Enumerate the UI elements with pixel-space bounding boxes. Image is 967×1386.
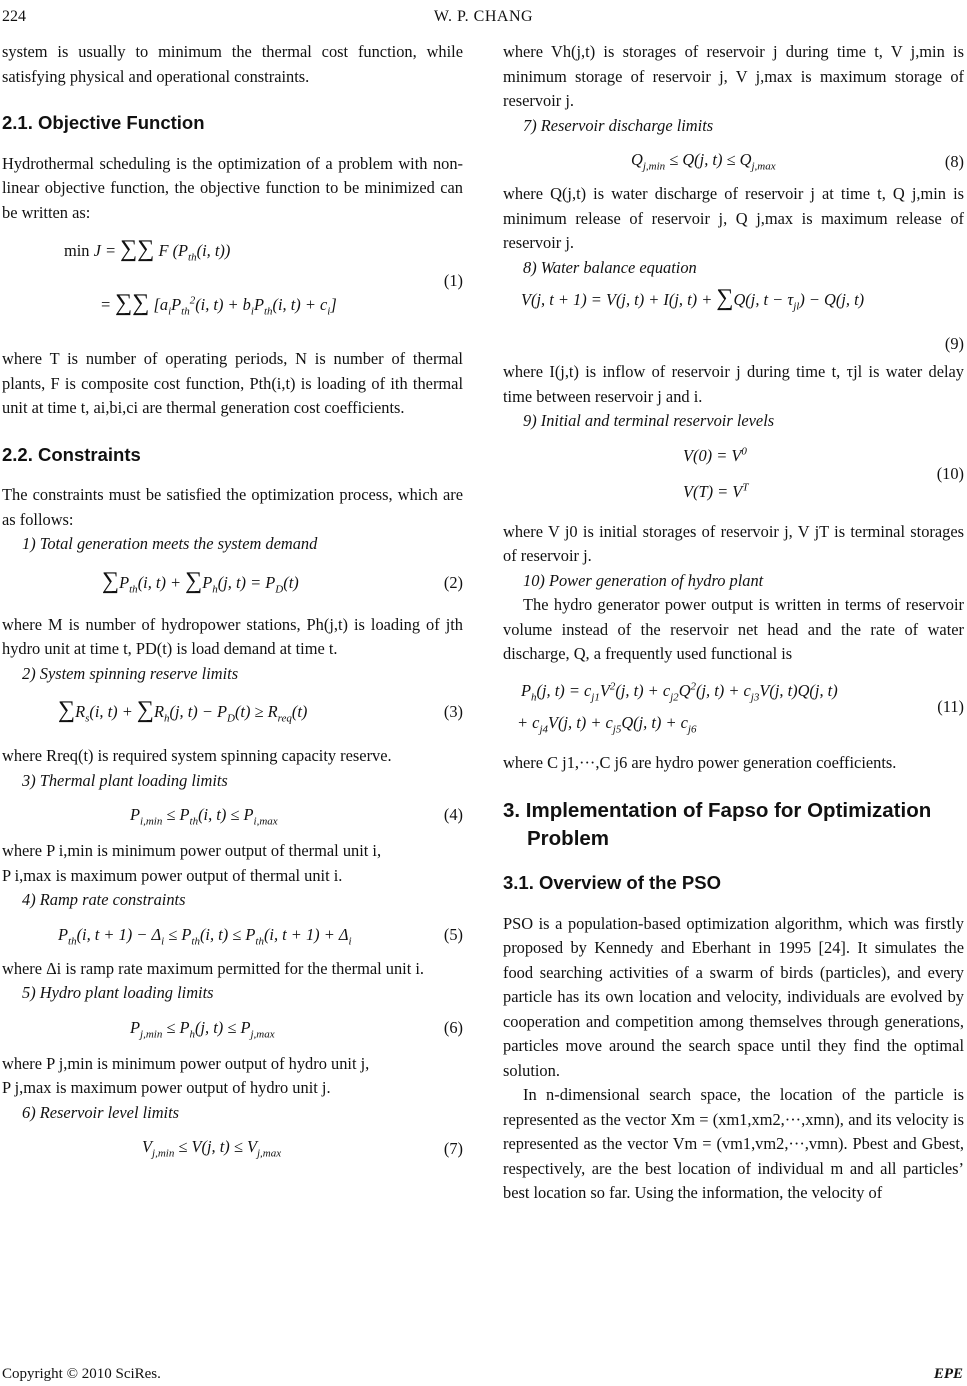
right-column (503, 40, 964, 1206)
paragraph-eq10-where: where V j0 is initial storages of reservoir j, V jT is terminal storages of reservoir j. (503, 521, 964, 565)
running-head: W. P. CHANG (433, 8, 534, 25)
equation-10-number: (10) (936, 463, 964, 483)
equation-5-number: (5) (443, 924, 463, 944)
paragraph-eq9-where: where I(j,t) is inflow of reservoir j during time t, τjl is water delay time between reservoir j and i. (503, 362, 964, 406)
equation-7: $V_{j,min} \le V(j$, $t) \le V_{j,max}$ (7) (2, 1125, 463, 1171)
paragraph-eq6-where-b: P j,max is maximum power output of hydro unit j. (2, 1078, 331, 1097)
constraint-6-title: 6) Reservoir level limits (22, 1102, 180, 1122)
equation-10: $V(0) = V^0$ $V(T) = V^T$ (10) (683, 445, 964, 501)
equation-1-number: (1) (443, 271, 463, 290)
constraint-8-title: 8) Water balance equation (523, 257, 697, 277)
page-header (0, 8, 967, 30)
section-heading-3-line-2: Problem (527, 827, 610, 850)
paragraph-eq5-where: where Δi is ramp rate maximum permitted for the thermal unit i. (2, 958, 425, 978)
paragraph-objective: Hydrothermal scheduling is the optimization of a problem with non-linear objective function, the objective function to be minimized can be written as: (2, 153, 463, 222)
left-column (2, 40, 463, 1171)
equation-4: $P_{i,min} \le P_{th}(i$, $t) \le P_{i,max}$ (4) (130, 805, 463, 828)
paragraph-eq3-where: where Rreq(t) is required system spinning capacity reserve. (2, 746, 392, 765)
equation-4-number: (4) (443, 805, 463, 824)
paragraph-eq1-where: where T is number of operating periods, N is number of thermal plants, F is composite cost function, Pth(i,t) is loading of ith thermal unit at time t, ai,bi,ci are thermal generation cost coefficients. (2, 349, 463, 417)
equation-11: $P_h(j$, $t) = c_{j1}V^2(j$, $t) + c_{j2}Q^2(j$, $t) + c_{j3}V(j$, t)Q(j, t) + $c_{j4}V(j$, $t) + c_{j5}Q(j$, $t) + c_{j6}$ (11) (517, 680, 964, 735)
equation-8-number: (8) (944, 152, 964, 171)
paragraph-eq7-where: where Vh(j,t) is storages of reservoir j during time t, V j,min is minimum storage of reservoir j, V j,max is maximum storage of reservoir j. (503, 42, 964, 110)
constraint-9-title: 9) Initial and terminal reservoir levels (523, 411, 775, 430)
equation-6-number: (6) (443, 1017, 463, 1037)
equation-1-line-1: min J = ∑∑ F ($P_{th}(i$, t)) (64, 236, 231, 264)
equation-7-number: (7) (443, 1139, 463, 1158)
equation-3-number: (3) (443, 702, 463, 721)
page-number: 224 (2, 8, 26, 25)
constraint-4-title: 4) Ramp rate constraints (22, 890, 186, 909)
section-heading-3 (503, 797, 964, 853)
paragraph-intro: system is usually to minimum the thermal cost function, while satisfying physical and operational constraints. (2, 42, 463, 86)
constraint-10-title: 10) Power generation of hydro plant (523, 570, 764, 590)
constraint-3-title: 3) Thermal plant loading limits (22, 770, 228, 790)
constraint-5-title: 5) Hydro plant loading limits (22, 983, 214, 1002)
equation-3: $\sum R_s(i$, $t) + \sum R_h(j$, $t) - P_D(t) \ge R_{req}(t)$ (3) (58, 697, 463, 725)
equation-2: $\sum P_{th}(i$, $t) + \sum P_h(j$, $t) = P_D(t)$ (2) (102, 567, 463, 595)
paragraph-pso-overview: PSO is a population-based optimization algorithm, which was firstly proposed by Kennedy and Eberhant in 1995 [24]. It simulates the food searching activities of a swarm of birds (particles), and every particle has its own location and velocity, individuals are evolved by cooperation and competition among themselves through generations, particles move around the search space until they find the optimal solution. (503, 913, 964, 1080)
constraint-1-title: 1) Total generation meets the system demand (22, 534, 318, 553)
section-heading-3-line-1: 3. Implementation of Fapso for Optimization (503, 799, 932, 822)
constraint-7-title: 7) Reservoir discharge limits (523, 115, 714, 135)
paragraph-hydro-output: The hydro generator power output is written in terms of reservoir volume instead of the reservoir net head and the rate of water discharge, Q, a frequently used functional is (503, 595, 964, 663)
equation-2-number: (2) (443, 572, 463, 592)
equation-8: $Q_{j,min} \le Q(j$, $t) \le Q_{j,max}$ (8) (503, 138, 964, 182)
equation-9: V(j, t + 1) = V(j, t) + I(j, t) + ∑Q(j, $t - \tau_{jl}) - Q(j$, t) (9) (503, 280, 964, 360)
equation-1-line-2: = ∑∑ [$a_iP_{th}^2(i$, $t) + b_iP_{th}(i$, $t) + c_i$] (100, 290, 337, 318)
section-heading-2-2: 2.2. Constraints (2, 443, 141, 465)
equation-1 (2, 225, 463, 347)
equation-5: $P_{th}(i$, $t + 1) - \Delta_i \le P_{th}(i$, $t) \le P_{th}(i$, $t + 1) + \Delta_i$ (5) (58, 924, 463, 947)
paragraph-pso-vectors: In n-dimensional search space, the location of the particle is represented as the vector Xm = (xm1,xm2,···,xmn), and its velocity is represented as the vector Vm = (vm1,vm2,···,vmn). Pbest and Gbest, respectively, are the best location of individual m and all particles’ best location so far. Using the information, the velocity of (503, 1085, 964, 1202)
journal-name: EPE (933, 1366, 963, 1382)
paragraph-eq4-where-a: where P i,min is minimum power output of thermal unit i, (2, 841, 382, 860)
equation-9-number: (9) (944, 334, 964, 353)
section-heading-2-1: 2.1. Objective Function (2, 112, 205, 133)
paragraph-eq11-where: where C j1,···,C j6 are hydro power generation coefficients. (503, 752, 897, 772)
constraint-2-title: 2) System spinning reserve limits (22, 663, 239, 683)
copyright: Copyright © 2010 SciRes. (2, 1366, 161, 1382)
paragraph-constraints: The constraints must be satisfied the optimization process, which are as follows: (2, 485, 463, 529)
equation-6: $P_{j,min} \le P_h(j$, $t) \le P_{j,max}$ (6) (130, 1017, 463, 1040)
paragraph-eq2-where: where M is number of hydropower stations, Ph(j,t) is loading of jth hydro unit at time t, PD(t) is load demand at time t. (2, 614, 463, 658)
equation-11-number: (11) (937, 696, 964, 716)
paragraph-eq4-where-b: P i,max is maximum power output of thermal unit i. (2, 865, 343, 885)
section-heading-3-1: 3.1. Overview of the PSO (503, 872, 721, 893)
paragraph-eq8-where: where Q(j,t) is water discharge of reservoir j at time t, Q j,min is minimum release of reservoir j, Q j,max is maximum release of reservoir j. (503, 184, 964, 252)
paragraph-eq6-where-a: where P j,min is minimum power output of hydro unit j, (2, 1053, 370, 1073)
